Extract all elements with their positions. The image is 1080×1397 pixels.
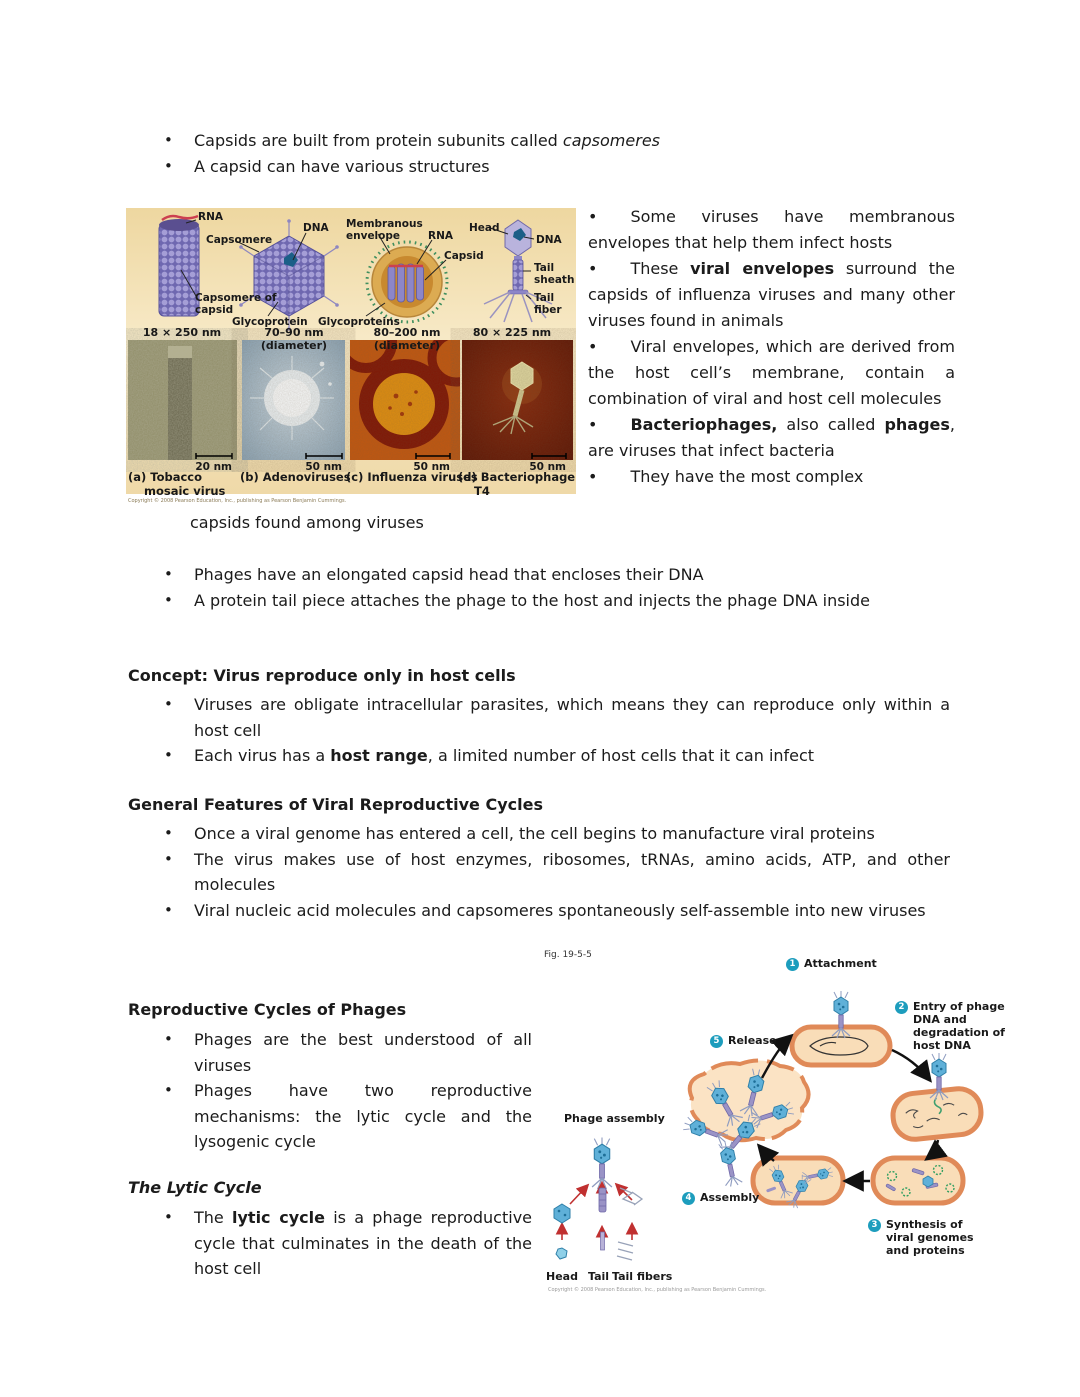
bullet-marker: • [164,695,173,713]
tmv-size: 18 × 250 nm [142,326,222,339]
caption-influenza: (c) Influenza viruses [346,470,478,484]
phage-prohead-icon [556,1248,567,1259]
influenza-capsid-label: Capsid [444,250,484,262]
bullet-marker: • [588,207,598,226]
lytic-heading: The Lytic Cycle [128,1178,262,1197]
envelope-paragraph-1: • Some viruses have membranous envelopes that help them infect hosts [588,207,955,252]
repro-bullet-list [160,1027,532,1155]
list-item [160,821,950,847]
general-heading: General Features of Viral Reproductive Cycles [128,795,543,814]
list-item [160,847,950,898]
list-item [160,128,960,154]
step-number-badge: 1 [786,958,799,971]
adeno-dna-label: DNA [303,222,329,234]
concept-bullet-2: Each virus has a host range, a limited number of host cells that it can infect [194,746,815,765]
lytic-bullet-1: The lytic cycle is a phage reproductive cycle that culminates in the death of the host cell [194,1208,533,1278]
step-assembly: 4 Assembly [682,1191,759,1205]
virus-structure-figure [126,208,576,508]
adenovirus-micrograph [242,340,345,460]
list-item [160,692,950,743]
tmv-micrograph [128,340,237,460]
concept-bullet-list [160,692,950,769]
phage-size: 80 × 225 nm [472,326,552,339]
list-item [160,1027,532,1078]
bullet-marker: • [164,156,173,175]
step-number-badge: 5 [710,1035,723,1048]
general-bullet-2: The virus makes use of host enzymes, ribosomes, tRNAs, amino acids, ATP, and other molecules [194,849,950,894]
phage-assembly-diagram [554,1138,642,1261]
repro-heading: Reproductive Cycles of Phages [128,1000,407,1019]
list-item [160,1205,532,1282]
influenza-scale-label: 50 nm [413,461,450,473]
caption-tmv: (a) Tobacco mosaic virus [128,470,226,498]
repro-bullet-2: Phages have two reproductive mechanisms: the lytic cycle and the lysogenic cycle [194,1081,532,1151]
general-bullet-3: Viral nucleic acid molecules and capsomeres spontaneously self-assemble into new viruses [194,900,926,920]
concept-heading: Concept: Virus reproduce only in host cells [128,666,516,685]
list-item [160,588,950,614]
assembly-cell [753,1158,843,1209]
attachment-cell [792,1027,890,1065]
adeno-capsomere-label: Capsomere [206,234,273,246]
influenza-glycoproteins-label: Glycoproteins [318,316,400,328]
bullet-marker: • [588,259,598,278]
intro-bullet-list [160,128,960,179]
envelope-paragraph-5: • They have the most complex [588,467,864,486]
influenza-size: 80–200 nm (diameter) [373,326,441,352]
bullet-marker: • [164,1081,173,1099]
tail-part-label: Tail [588,1270,610,1283]
envelope-paragraph-2: • These viral envelopes surround the capsids of influenza viruses and many other viruses found in animals [588,259,956,330]
tmv-rna-label: RNA [198,211,223,223]
bullet-marker: • [164,824,173,842]
phage-tail-sheath-label: Tail sheath [534,262,575,286]
figure2-copyright: Copyright © 2008 Pearson Education, Inc., publishing as Pearson Benjamin Cummings. [548,1287,767,1293]
tail-fibers-part-label: Tail fibers [612,1270,673,1283]
lytic-bullet-list [160,1205,532,1282]
phage-assembly-label: Phage assembly [564,1112,665,1125]
adeno-scale-label: 50 nm [305,461,342,473]
bacteriophage-micrograph [462,340,573,460]
phage-bullet-1: Phages have an elongated capsid head that encloses their DNA [194,565,704,584]
influenza-envelope-label: Membranous envelope [346,218,423,242]
bullet-marker: • [164,900,173,919]
step-number-badge: 4 [682,1192,695,1205]
general-bullet-list [160,821,950,923]
list-item [160,154,960,180]
bullet-marker: • [164,849,173,868]
bullet-marker: • [164,131,173,149]
phage-dna-label: DNA [536,234,562,246]
phage-head-label: Head [469,222,500,234]
influenza-rna-label: RNA [428,230,453,242]
envelope-paragraph-3: • Viral envelopes, which are derived from the host cell’s membrane, contain a combination of viral and host cell molecules [588,337,955,408]
step-synthesis: 3 Synthesis of viral genomes and proteins [868,1218,990,1257]
repro-bullet-1: Phages are the best understood of all viruses [194,1030,532,1075]
list-item [160,562,950,588]
step-entry: 2 Entry of phage DNA and degradation of host DNA [895,1000,1013,1052]
bullet-marker: • [588,467,598,486]
bullet-marker: • [588,337,598,356]
step-number-badge: 3 [868,1219,881,1232]
adeno-glycoprotein-label: Glycoprotein [232,316,308,328]
phage-scale-label: 50 nm [529,461,566,473]
tmv-scale-label: 20 nm [195,461,232,473]
bullet-marker: • [164,1030,173,1048]
bullet-marker: • [164,746,173,764]
general-bullet-1: Once a viral genome has entered a cell, the cell begins to manufacture viral proteins [194,824,875,843]
adeno-size: 70–90 nm (diameter) [260,326,328,352]
step-release: 5 Release [710,1034,777,1048]
head-part-label: Head [546,1270,578,1283]
phage-bullet-list [160,562,950,613]
figure1-copyright: Copyright © 2008 Pearson Education, Inc., publishing as Pearson Benjamin Cummings. [128,498,347,504]
phage-bullet-2: A protein tail piece attaches the phage to the host and injects the phage DNA inside [194,590,870,610]
bullet-marker: • [588,415,598,434]
list-item [160,898,950,924]
step-number-badge: 2 [895,1001,908,1014]
bullet-marker: • [164,590,173,609]
tmv-capsomere-label: Capsomere of capsid [195,292,277,316]
figure2-reference: Fig. 19-5-5 [544,950,592,960]
bullet-marker: • [164,1208,173,1226]
tmv-illustration [159,216,199,316]
lytic-cycle-figure [540,948,1005,1300]
intro-bullet-2: A capsid can have various structures [194,156,490,176]
bullet-marker: • [164,565,173,583]
caption-phage: (d) Bacteriophage T4 [458,470,576,498]
envelope-continuation-line: capsids found among viruses [190,513,424,532]
caption-adeno: (b) Adenoviruses [240,470,351,484]
phage-head-icon [554,1204,570,1223]
intro-bullet-1: Capsids are built from protein subunits called capsomeres [194,131,660,150]
list-item [160,743,950,769]
synthesis-cell [873,1158,963,1203]
tail-fibers-icon [617,1188,642,1260]
envelope-text-column [588,204,955,490]
phage-tail-fiber-label: Tail fiber [534,292,562,316]
envelope-paragraph-4: • Bacteriophages, also called phages, are viruses that infect bacteria [588,415,955,460]
list-item [160,1078,532,1155]
step-attachment: 1 Attachment [786,957,877,971]
concept-bullet-1: Viruses are obligate intracellular parasites, which means they can reproduce only within a host cell [194,695,950,740]
